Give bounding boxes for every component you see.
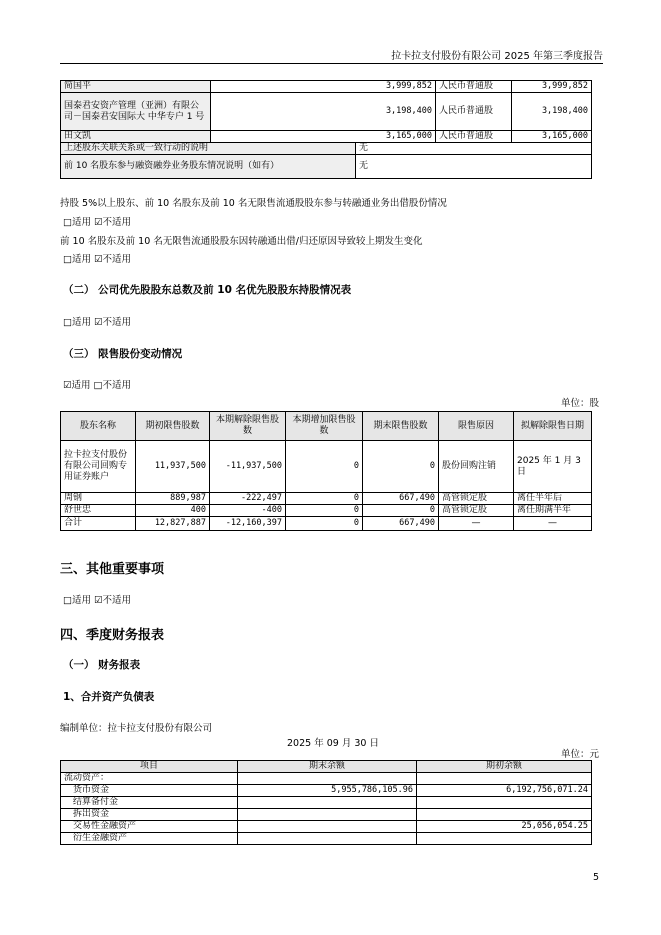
table-cell: 衍生金融资产 bbox=[61, 833, 238, 845]
table-cell: 5,955,786,105.96 bbox=[238, 785, 417, 797]
column-header: 项目 bbox=[61, 761, 238, 773]
table-row bbox=[61, 81, 592, 93]
table-cell: 拆出资金 bbox=[61, 809, 238, 821]
financial-statements-heading: 四、季度财务报表 bbox=[60, 628, 165, 643]
table-cell: 周钢 bbox=[61, 493, 136, 505]
table-cell bbox=[238, 773, 417, 785]
table-header-row bbox=[61, 412, 592, 441]
compiler-line: 编制单位：拉卡拉支付股份有限公司 bbox=[60, 723, 213, 734]
share-count: 3,165,000 bbox=[512, 131, 592, 143]
report-date: 2025 年 09 月 30 日 bbox=[287, 738, 379, 749]
balance-sheet-table bbox=[60, 760, 592, 845]
table-cell bbox=[238, 821, 417, 833]
related-note-label: 上述股东关联关系或一致行动的说明 bbox=[61, 143, 356, 155]
table-cell: 0 bbox=[286, 517, 363, 531]
table-cell: 889,987 bbox=[136, 493, 210, 505]
column-header: 拟解除限售日期 bbox=[514, 412, 592, 441]
column-header: 股东名称 bbox=[61, 412, 136, 441]
lending-paragraph: 持股 5%以上股东、前 10 名股东及前 10 名无限售流通股股东参与转融通业务出借股份情况 bbox=[60, 198, 447, 209]
statements-subheading: （一） 财务报表 bbox=[63, 659, 141, 671]
table-cell: — bbox=[514, 517, 592, 531]
unit-label: 单位：元 bbox=[560, 749, 599, 760]
table-cell: 25,056,054.25 bbox=[417, 821, 592, 833]
report-header-title: 拉卡拉支付股份有限公司 2025 年第三季度报告 bbox=[391, 51, 603, 62]
table-row bbox=[61, 773, 592, 785]
table-row bbox=[61, 517, 592, 531]
table-cell: 667,490 bbox=[363, 517, 439, 531]
applicability-option: □适用 ☑不适用 bbox=[63, 254, 132, 265]
table-cell: 0 bbox=[286, 493, 363, 505]
preferred-shareholders-heading: （二） 公司优先股股东总数及前 10 名优先股股东持股情况表 bbox=[63, 284, 352, 296]
table-row bbox=[61, 797, 592, 809]
table-row bbox=[61, 493, 592, 505]
table-cell: -400 bbox=[210, 505, 286, 517]
top-shareholders-table bbox=[60, 80, 592, 179]
table-cell: 舒世忠 bbox=[61, 505, 136, 517]
table-cell bbox=[417, 809, 592, 821]
table-row bbox=[61, 821, 592, 833]
share-count: 3,999,852 bbox=[512, 81, 592, 93]
table-cell: 离任期满半年 bbox=[514, 505, 592, 517]
shareholder-shares: 3,165,000 bbox=[211, 131, 436, 143]
table-cell: 0 bbox=[286, 505, 363, 517]
shareholder-shares: 3,999,852 bbox=[211, 81, 436, 93]
table-row bbox=[61, 833, 592, 845]
margin-note-label: 前 10 名股东参与融资融券业务股东情况说明（如有） bbox=[61, 155, 356, 179]
shareholder-name: 田文凯 bbox=[61, 131, 211, 143]
table-cell bbox=[238, 833, 417, 845]
table-cell: 高管锁定股 bbox=[439, 493, 514, 505]
column-header: 本期解除限售股数 bbox=[210, 412, 286, 441]
column-header: 期末限售股数 bbox=[363, 412, 439, 441]
balance-sheet-heading: 1、合并资产负债表 bbox=[63, 691, 155, 703]
table-cell bbox=[417, 773, 592, 785]
table-cell: 股份回购注销 bbox=[439, 441, 514, 493]
table-cell: 6,192,756,071.24 bbox=[417, 785, 592, 797]
table-cell bbox=[238, 797, 417, 809]
other-matters-heading: 三、其他重要事项 bbox=[60, 562, 165, 577]
restricted-shares-heading: （三） 限售股份变动情况 bbox=[63, 348, 183, 360]
margin-note-value: 无 bbox=[356, 155, 592, 179]
applicability-option: ☑适用 □不适用 bbox=[63, 380, 132, 391]
table-row bbox=[61, 131, 592, 143]
share-type: 人民币普通股 bbox=[436, 81, 512, 93]
table-cell: 拉卡拉支付股份有限公司回购专用证券账户 bbox=[61, 441, 136, 493]
restricted-shares-table bbox=[60, 411, 592, 531]
table-cell: 12,827,887 bbox=[136, 517, 210, 531]
unit-label: 单位：股 bbox=[560, 398, 599, 409]
column-header: 期末余额 bbox=[238, 761, 417, 773]
table-row bbox=[61, 505, 592, 517]
table-row bbox=[61, 441, 592, 493]
table-cell: 货币资金 bbox=[61, 785, 238, 797]
table-row bbox=[61, 785, 592, 797]
table-cell bbox=[417, 833, 592, 845]
applicability-option: □适用 ☑不适用 bbox=[63, 595, 132, 606]
table-cell: 400 bbox=[136, 505, 210, 517]
table-cell: 0 bbox=[286, 441, 363, 493]
table-header-row bbox=[61, 761, 592, 773]
table-cell: 高管锁定股 bbox=[439, 505, 514, 517]
applicability-option: □适用 ☑不适用 bbox=[63, 217, 132, 228]
table-row bbox=[61, 809, 592, 821]
shareholder-shares: 3,198,400 bbox=[211, 93, 436, 131]
table-row bbox=[61, 155, 592, 179]
related-note-value: 无 bbox=[356, 143, 592, 155]
table-cell: — bbox=[439, 517, 514, 531]
column-header: 本期增加限售股数 bbox=[286, 412, 363, 441]
page-number: 5 bbox=[592, 872, 599, 883]
table-cell: -11,937,500 bbox=[210, 441, 286, 493]
table-row bbox=[61, 93, 592, 131]
column-header: 期初限售股数 bbox=[136, 412, 210, 441]
table-cell: -12,160,397 bbox=[210, 517, 286, 531]
table-cell bbox=[417, 797, 592, 809]
applicability-option: □适用 ☑不适用 bbox=[63, 317, 132, 328]
table-cell: 11,937,500 bbox=[136, 441, 210, 493]
table-cell: 结算备付金 bbox=[61, 797, 238, 809]
table-cell: 合计 bbox=[61, 517, 136, 531]
column-header: 期初余额 bbox=[417, 761, 592, 773]
table-cell: 667,490 bbox=[363, 493, 439, 505]
shareholder-name: 国泰君安资产管理（亚洲）有限公司－国泰君安国际大 中华专户 1 号 bbox=[61, 93, 211, 131]
table-cell bbox=[238, 809, 417, 821]
table-cell: 2025 年 1 月 3 日 bbox=[514, 441, 592, 493]
table-cell: 0 bbox=[363, 441, 439, 493]
share-type: 人民币普通股 bbox=[436, 131, 512, 143]
table-row bbox=[61, 143, 592, 155]
table-cell: 交易性金融资产 bbox=[61, 821, 238, 833]
lending-change-paragraph: 前 10 名股东及前 10 名无限售流通股股东因转融通出借/归还原因导致较上期发生变化 bbox=[60, 236, 423, 247]
share-type: 人民币普通股 bbox=[436, 93, 512, 131]
shareholder-name: 简国平 bbox=[61, 81, 211, 93]
table-cell: 离任半年后 bbox=[514, 493, 592, 505]
column-header: 限售原因 bbox=[439, 412, 514, 441]
table-cell: -222,497 bbox=[210, 493, 286, 505]
header-divider bbox=[60, 63, 603, 64]
share-count: 3,198,400 bbox=[512, 93, 592, 131]
table-cell: 0 bbox=[363, 505, 439, 517]
table-cell: 流动资产： bbox=[61, 773, 238, 785]
